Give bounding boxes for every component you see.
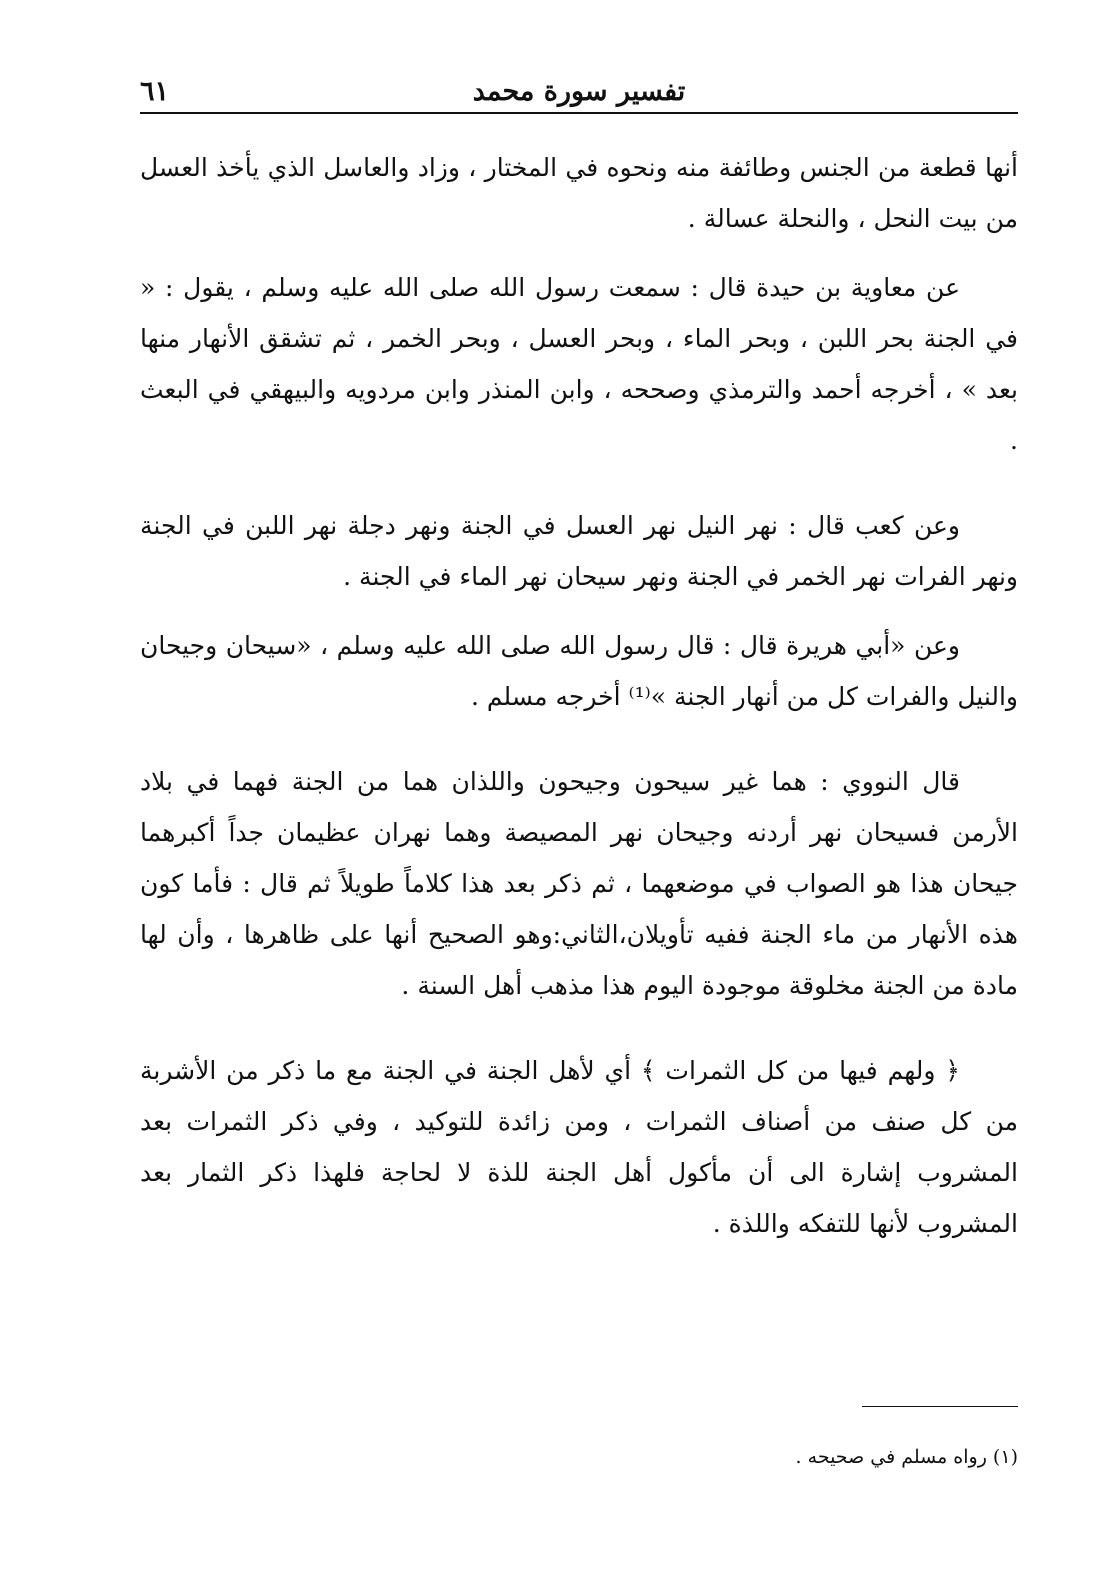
paragraph-nawawi: قال النووي : هما غير سيحون وجيحون واللذان هما من الجنة فهما في بلاد الأرمن فسيحان نهر أردنه وجيحان نهر المصيصة وهما نهران عظيمان جداً أكبرهما جيحان هذا هو الصواب في موضعهما ، ثم ذكر بعد هذا كلاماً طويلاً ثم قال : فأما كون هذه الأنهار من ماء الجنة ففيه تأويلان،الثاني:وهو الصحيح أنها على ظاهرها ، وأن لها مادة من الجنة مخلوقة موجودة اليوم هذا مذهب أهل السنة . bbox=[140, 767, 1018, 1000]
paragraph-verse-commentary: ﴿ ولهم فيها من كل الثمرات ﴾ أي لأهل الجنة في الجنة مع ما ذكر من الأشربة من كل صنف من أصناف الثمرات ، ومن زائدة للتوكيد ، وفي ذكر الثمرات بعد المشروب إشارة الى أن مأكول أهل الجنة للذة لا لحاجة فلهذا ذكر الثمار بعد المشروب لأنها للتفكه واللذة . bbox=[140, 1056, 1018, 1238]
footnote-divider bbox=[862, 1406, 1018, 1407]
page-header bbox=[140, 72, 1018, 112]
page-number: ٦١ bbox=[140, 76, 170, 107]
paragraph-hadith-muawiya: عن معاوية بن حيدة قال : سمعت رسول الله صلى الله عليه وسلم ، يقول : « في الجنة بحر اللبن ، وبحر الماء ، وبحر العسل ، وبحر الخمر ، ثم تشقق الأنهار منها بعد » ، أخرجه أحمد والترمذي وصححه ، وابن المنذر وابن مردويه والبيهقي في البعث . bbox=[140, 273, 1018, 455]
paragraph-kaab: وعن كعب قال : نهر النيل نهر العسل في الجنة ونهر دجلة نهر اللبن في الجنة ونهر الفرات نهر الخمر في الجنة ونهر سيحان نهر الماء في الجنة . bbox=[140, 511, 1018, 591]
main-text bbox=[140, 142, 1018, 1249]
footnote: (١) رواه مسلم في صحيحه . bbox=[795, 1446, 1018, 1468]
running-title: تفسير سورة محمد bbox=[472, 76, 686, 107]
header-divider bbox=[140, 112, 1018, 114]
paragraph-continuation: أنها قطعة من الجنس وطائفة منه ونحوه في المختار ، وزاد والعاسل الذي يأخذ العسل من بيت النحل ، والنحلة عسالة . bbox=[140, 153, 1018, 233]
paragraph-abu-hurayra: وعن «أبي هريرة قال : قال رسول الله صلى الله عليه وسلم ، «سيحان وجيحان والنيل والفرات كل من أنهار الجنة »⁽¹⁾ أخرجه مسلم . bbox=[140, 631, 1018, 711]
